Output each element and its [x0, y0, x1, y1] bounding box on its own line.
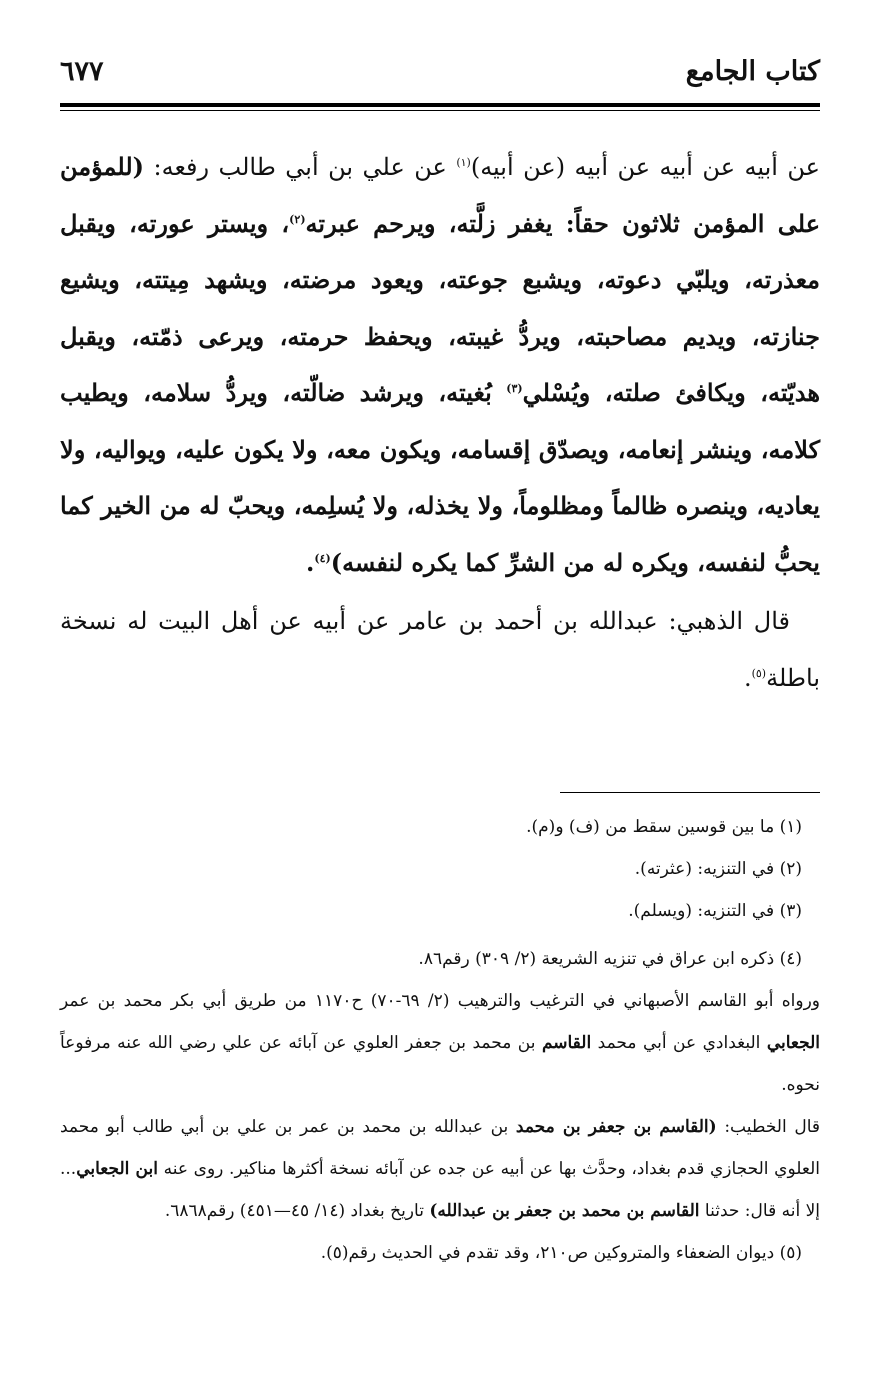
isnad-text: عن أبيه عن أبيه عن أبيه (عن أبيه) — [470, 153, 820, 181]
footnote-4: (٤) ذكره ابن عراق في تنزيه الشريعة (٢/ ٣٠٩) رقم٨٦. — [418, 949, 802, 969]
footnote-5: (٥) ديوان الضعفاء والمتروكين ص٢١٠، وقد تقدم في الحديث رقم(٥). — [320, 1243, 802, 1263]
footnote-ref-3[interactable]: (٣) — [506, 382, 523, 395]
footnote-3: (٣) في التنزيه: (ويسلم). — [628, 901, 802, 921]
footnote-4-khatib-source: تاريخ بغداد (١٤/ ٤٥—٤٥١) رقم٦٨٦٨. — [164, 1201, 430, 1221]
main-text — [60, 139, 820, 706]
book-title: كتاب الجامع — [685, 56, 820, 87]
footnote-4-isbahani-text: ورواه أبو القاسم الأصبهاني في الترغيب والترهيب (٢/ ٦٩-٧٠) ح١١٧٠ من طريق أبي بكر محمد بن عمر — [60, 991, 820, 1011]
footnote-ref-2[interactable]: (٢) — [289, 212, 306, 226]
footnotes — [60, 806, 820, 1274]
footnote-1: (١) ما بين قوسين سقط من (ف) و(م). — [526, 817, 802, 837]
hadith-text-part2: ، ويستر عورته، ويقبل معذرته، ويلبّي دعوته، ويشبع جوعته، ويعود مرضته، ويشهد مِيتته، ويشيع جنازته، ويديم مصاحبته، ويردُّ غيبته، ويحفظ حرمته، ويرعى ذمّته، ويقبل هديّته، ويكافئ صلته، ويُسْلي — [60, 208, 821, 407]
footnote-4-khatib-lead: قال الخطيب: — [716, 1117, 820, 1137]
footnote-4-khatib-name-2: القاسم بن محمد بن جعفر بن عبدالله) — [429, 1201, 700, 1221]
footnote-4-name-qasim: القاسم — [541, 1033, 592, 1053]
isnad-text-end: عن علي بن أبي طالب رفعه: — [153, 153, 457, 181]
footnote-ref-1[interactable]: (١) — [456, 156, 471, 169]
footnote-4-khatib-name: (القاسم بن جعفر بن محمد — [515, 1117, 717, 1137]
footnote-ref-4[interactable]: (٤) — [314, 551, 331, 565]
footnote-4-name-jiabi: الجعابي — [766, 1033, 820, 1053]
dhahabi-text: قال الذهبي: عبدالله بن أحمد بن عامر عن أبيه عن أهل البيت له نسخة باطلة — [60, 607, 820, 692]
footnote-separator — [560, 792, 820, 793]
footnote-4-isbahani-text-2: البغدادي عن أبي محمد — [591, 1033, 767, 1053]
hadith-text-end: . — [306, 547, 315, 577]
book-page — [60, 0, 820, 1389]
hadith-text-part1: (للمؤمن على المؤمن ثلاثون حقاً: يغفر زلَّته، ويرحم عبرته — [60, 152, 821, 238]
footnote-ref-5[interactable]: (٥) — [751, 666, 767, 680]
footnote-4-khatib-text: بن عبدالله بن محمد بن عمر بن علي بن أبي طالب أبو محمد العلوي الحجازي قدم بغداد، وحدَّث بها عن أبيه عن جده عن آبائه نسخة أكثرها مناكير. روى عنه — [60, 1117, 820, 1179]
footnote-4-khatib-jiabi: ابن الجعابي — [76, 1159, 158, 1179]
running-header — [60, 48, 820, 98]
footnote-4-khatib — [60, 1106, 820, 1232]
footnote-4-isbahani-text-3: بن محمد بن جعفر العلوي عن آبائه عن علي رضي الله عنه مرفوعاً نحوه. — [60, 1033, 820, 1095]
footnote-4-isbahani — [60, 980, 820, 1106]
dhahabi-opinion-paragraph — [60, 593, 820, 706]
header-rule-thick — [60, 103, 820, 107]
isnad-paragraph — [60, 139, 820, 591]
dhahabi-text-end: . — [743, 663, 752, 692]
page-number: ٦٧٧ — [60, 56, 104, 87]
header-rule-thin — [60, 110, 820, 111]
hadith-text — [60, 152, 820, 577]
footnote-2: (٢) في التنزيه: (عثرته). — [634, 859, 802, 879]
footnote-4-khatib-text-2: ... إلا أنه قال: حدثنا — [60, 1159, 820, 1221]
hadith-text-part3: بُغيته، ويرشد ضالّته، ويردُّ سلامه، ويطيب كلامه، وينشر إنعامه، ويصدّق إقسامه، ويكون معه، ولا يكون عليه، ويواليه، ولا يعاديه، وينصره ظالماً ومظلوماً، ولا يخذله، ولا يُسلِمه، ويحبّ له من الخير كما يحبُّ لنفسه، ويكره له من الشرِّ كما يكره لنفسه) — [60, 378, 820, 577]
